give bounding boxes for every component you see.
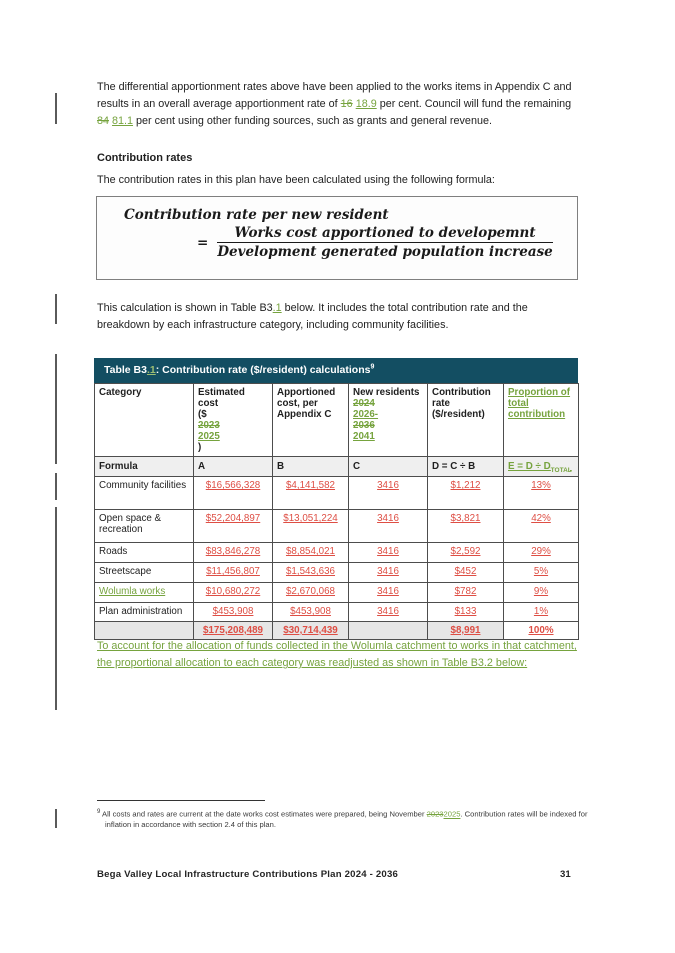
table-row xyxy=(95,563,579,583)
changed-value: $8,991 xyxy=(450,625,481,636)
cell-residents xyxy=(349,510,428,543)
cell-proportion xyxy=(504,583,579,603)
equals-sign: = xyxy=(197,234,209,251)
total-apportioned xyxy=(273,622,349,640)
formula-intro-paragraph: The contribution rates in this plan have been calculated using the following formula: xyxy=(97,174,495,186)
changed-value: $453,908 xyxy=(290,606,331,617)
changed-value: 3416 xyxy=(377,513,399,524)
inserted-text: Proportion of total contribution xyxy=(508,387,571,420)
changed-value: $83,846,278 xyxy=(205,546,261,557)
cell-apportioned xyxy=(273,563,349,583)
header-line: Estimated xyxy=(198,387,245,398)
cell-proportion xyxy=(504,543,579,563)
cell-estimated xyxy=(194,477,273,510)
cell-estimated xyxy=(194,543,273,563)
cell-proportion xyxy=(504,603,579,622)
total-estimated xyxy=(194,622,273,640)
formula-e-subscript: TOTAL xyxy=(550,466,572,474)
footnote-text: . Contribution rates will be indexed for inflation in accordance with section 2.4 of this plan. xyxy=(105,809,588,830)
changed-value: 13% xyxy=(531,480,551,491)
deleted-text: 2024 xyxy=(353,398,375,409)
changed-value: $52,204,897 xyxy=(205,513,261,524)
calculation-note-paragraph xyxy=(97,300,581,334)
changed-value: $133 xyxy=(454,606,477,617)
cell-residents xyxy=(349,583,428,603)
footnote-marker: 9 xyxy=(97,809,101,815)
table-row xyxy=(95,583,579,603)
formula-denominator: Development generated population increase xyxy=(217,244,553,260)
table-total-row xyxy=(95,622,579,640)
changed-value: $2,670,068 xyxy=(285,586,336,597)
row-category: Plan administration xyxy=(95,603,194,622)
changed-value: $782 xyxy=(454,586,477,597)
total-rate xyxy=(428,622,504,640)
change-bar xyxy=(55,473,57,500)
cell-rate xyxy=(428,563,504,583)
formula-row xyxy=(95,457,579,477)
inserted-text xyxy=(508,461,572,472)
row-category: Roads xyxy=(95,543,194,563)
cell-rate xyxy=(428,477,504,510)
cell-estimated xyxy=(194,603,273,622)
table-header-row xyxy=(95,384,579,457)
cell-estimated xyxy=(194,583,273,603)
changed-value: $8,854,021 xyxy=(285,546,336,557)
header-text: ($ xyxy=(198,409,207,420)
intro-text: per cent. Council will fund the remaining xyxy=(376,97,572,110)
changed-value: 3416 xyxy=(377,566,399,577)
row-category: Streetscape xyxy=(95,563,194,583)
changed-value: $13,051,224 xyxy=(283,513,338,524)
changed-value: 100% xyxy=(528,625,554,636)
intro-text: The differential apportionment rates above have been applied to the works items in Appendix C and results in an overall average apportionment rate of xyxy=(97,81,572,110)
changed-value: $4,141,582 xyxy=(285,480,336,491)
deleted-text: 16 xyxy=(340,97,353,110)
inserted-text: 2025 xyxy=(198,431,220,442)
cell-apportioned xyxy=(273,477,349,510)
formula-numerator: Works cost apportioned to developemnt xyxy=(217,225,552,243)
note-text: This calculation is shown in Table B3 xyxy=(97,302,273,314)
cell-rate xyxy=(428,603,504,622)
row-category: Open space & recreation xyxy=(95,510,194,543)
deleted-text: 84 xyxy=(97,114,110,127)
header-line xyxy=(198,409,268,453)
cell-proportion xyxy=(504,563,579,583)
changed-value: 3416 xyxy=(377,586,399,597)
inserted-text: 2041 xyxy=(353,431,375,442)
deleted-text: 2023 xyxy=(426,809,444,819)
changed-value: 3416 xyxy=(377,546,399,557)
inserted-text: .1 xyxy=(272,302,282,314)
deleted-text: 2023 xyxy=(198,420,220,431)
inserted-text: 2025 xyxy=(443,809,461,819)
changed-value: 3416 xyxy=(377,480,399,491)
footnote xyxy=(97,807,597,831)
table-title: : Contribution rate ($/resident) calculations xyxy=(155,364,371,376)
change-bar xyxy=(55,294,57,324)
changed-value: $1,212 xyxy=(450,480,481,491)
cell-residents xyxy=(349,563,428,583)
cell-apportioned xyxy=(273,583,349,603)
changed-value: 42% xyxy=(531,513,551,524)
change-bar xyxy=(55,507,57,710)
cell-rate xyxy=(428,583,504,603)
deleted-text: 2036 xyxy=(353,420,375,431)
formula-e xyxy=(504,457,579,477)
intro-paragraph xyxy=(97,79,581,129)
formula-e-text: E = D ÷ D xyxy=(508,461,551,472)
formula-a: A xyxy=(194,457,273,477)
formula-c: C xyxy=(349,457,428,477)
cell-apportioned xyxy=(273,603,349,622)
changed-value: $452 xyxy=(454,566,477,577)
header-line xyxy=(353,420,423,442)
change-bar xyxy=(55,354,57,464)
cell-residents xyxy=(349,477,428,510)
intro-text: per cent using other funding sources, such as grants and general revenue. xyxy=(133,114,492,127)
changed-value: 9% xyxy=(533,586,549,597)
formula-fraction-row xyxy=(197,225,577,260)
note-text: below. It includes the total contribution rate and the breakdown by each infrastructure category, including community facilities. xyxy=(97,302,528,331)
wolumla-insert-paragraph: To account for the allocation of funds collected in the Wolumla catchment to works in that catchment, the proportional allocation to each category was readjusted as shown in Table B3.2 below: xyxy=(97,640,577,670)
table-row xyxy=(95,510,579,543)
header-new-residents xyxy=(349,384,428,457)
page-number: 31 xyxy=(560,869,571,880)
cell-proportion xyxy=(504,477,579,510)
inserted-text: .1 xyxy=(146,364,156,376)
table-title: Table B3 xyxy=(104,364,147,376)
header-line xyxy=(353,398,423,420)
header-text: ) xyxy=(198,442,202,453)
changed-value: 3416 xyxy=(377,606,399,617)
footer-document-title: Bega Valley Local Infrastructure Contributions Plan 2024 - 2036 xyxy=(97,869,399,880)
changed-value: $1,543,636 xyxy=(285,566,336,577)
changed-value: $3,821 xyxy=(450,513,481,524)
cell-rate xyxy=(428,543,504,563)
footnote-text: All costs and rates are current at the date works cost estimates were prepared, being November xyxy=(100,809,427,819)
contribution-rate-table xyxy=(94,383,579,640)
table-row xyxy=(95,477,579,510)
inserted-text: 81.1 xyxy=(112,114,134,127)
cell-residents xyxy=(349,603,428,622)
formula-b: B xyxy=(273,457,349,477)
formula-label: Formula xyxy=(95,457,194,477)
footnote-reference: 9 xyxy=(370,363,375,371)
header-estimated-cost xyxy=(194,384,273,457)
table-row xyxy=(95,543,579,563)
header-line: New residents xyxy=(353,387,420,398)
cell-proportion xyxy=(504,510,579,543)
inserted-text: 18.9 xyxy=(355,97,377,110)
header-contribution-rate: Contribution rate ($/resident) xyxy=(428,384,504,457)
changed-value: $10,680,272 xyxy=(205,586,261,597)
change-bar xyxy=(55,809,57,828)
header-proportion xyxy=(504,384,579,457)
inserted-text: Wolumla works xyxy=(99,586,166,597)
formula-box xyxy=(96,196,578,280)
header-apportioned-cost: Apportioned cost, per Appendix C xyxy=(273,384,349,457)
formula-d: D = C ÷ B xyxy=(428,457,504,477)
formula-result-line: Contribution rate per new resident xyxy=(124,207,389,223)
changed-value: $16,566,328 xyxy=(205,480,261,491)
total-proportion xyxy=(504,622,579,640)
footnote-separator xyxy=(97,800,265,801)
inserted-text: 2026- xyxy=(353,409,379,420)
changed-value: 1% xyxy=(533,606,549,617)
cell-apportioned xyxy=(273,543,349,563)
cell-apportioned xyxy=(273,510,349,543)
total-blank xyxy=(349,622,428,640)
row-category xyxy=(95,583,194,603)
formula-fraction xyxy=(217,225,552,260)
change-bar xyxy=(55,93,57,124)
changed-value: $453,908 xyxy=(212,606,254,617)
cell-estimated xyxy=(194,563,273,583)
changed-value: $175,208,489 xyxy=(203,625,263,636)
table-row xyxy=(95,603,579,622)
changed-value: $2,592 xyxy=(450,546,481,557)
changed-value: 29% xyxy=(531,546,551,557)
cell-estimated xyxy=(194,510,273,543)
changed-value: $30,714,439 xyxy=(283,625,338,636)
changed-value: $11,456,807 xyxy=(206,566,260,577)
changed-value: 5% xyxy=(533,566,549,577)
cell-rate xyxy=(428,510,504,543)
header-line: cost xyxy=(198,398,219,409)
contribution-rates-heading: Contribution rates xyxy=(97,152,193,164)
table-title-bar xyxy=(94,358,578,383)
header-category: Category xyxy=(95,384,194,457)
cell-residents xyxy=(349,543,428,563)
row-category: Community facilities xyxy=(95,477,194,510)
total-blank xyxy=(95,622,194,640)
